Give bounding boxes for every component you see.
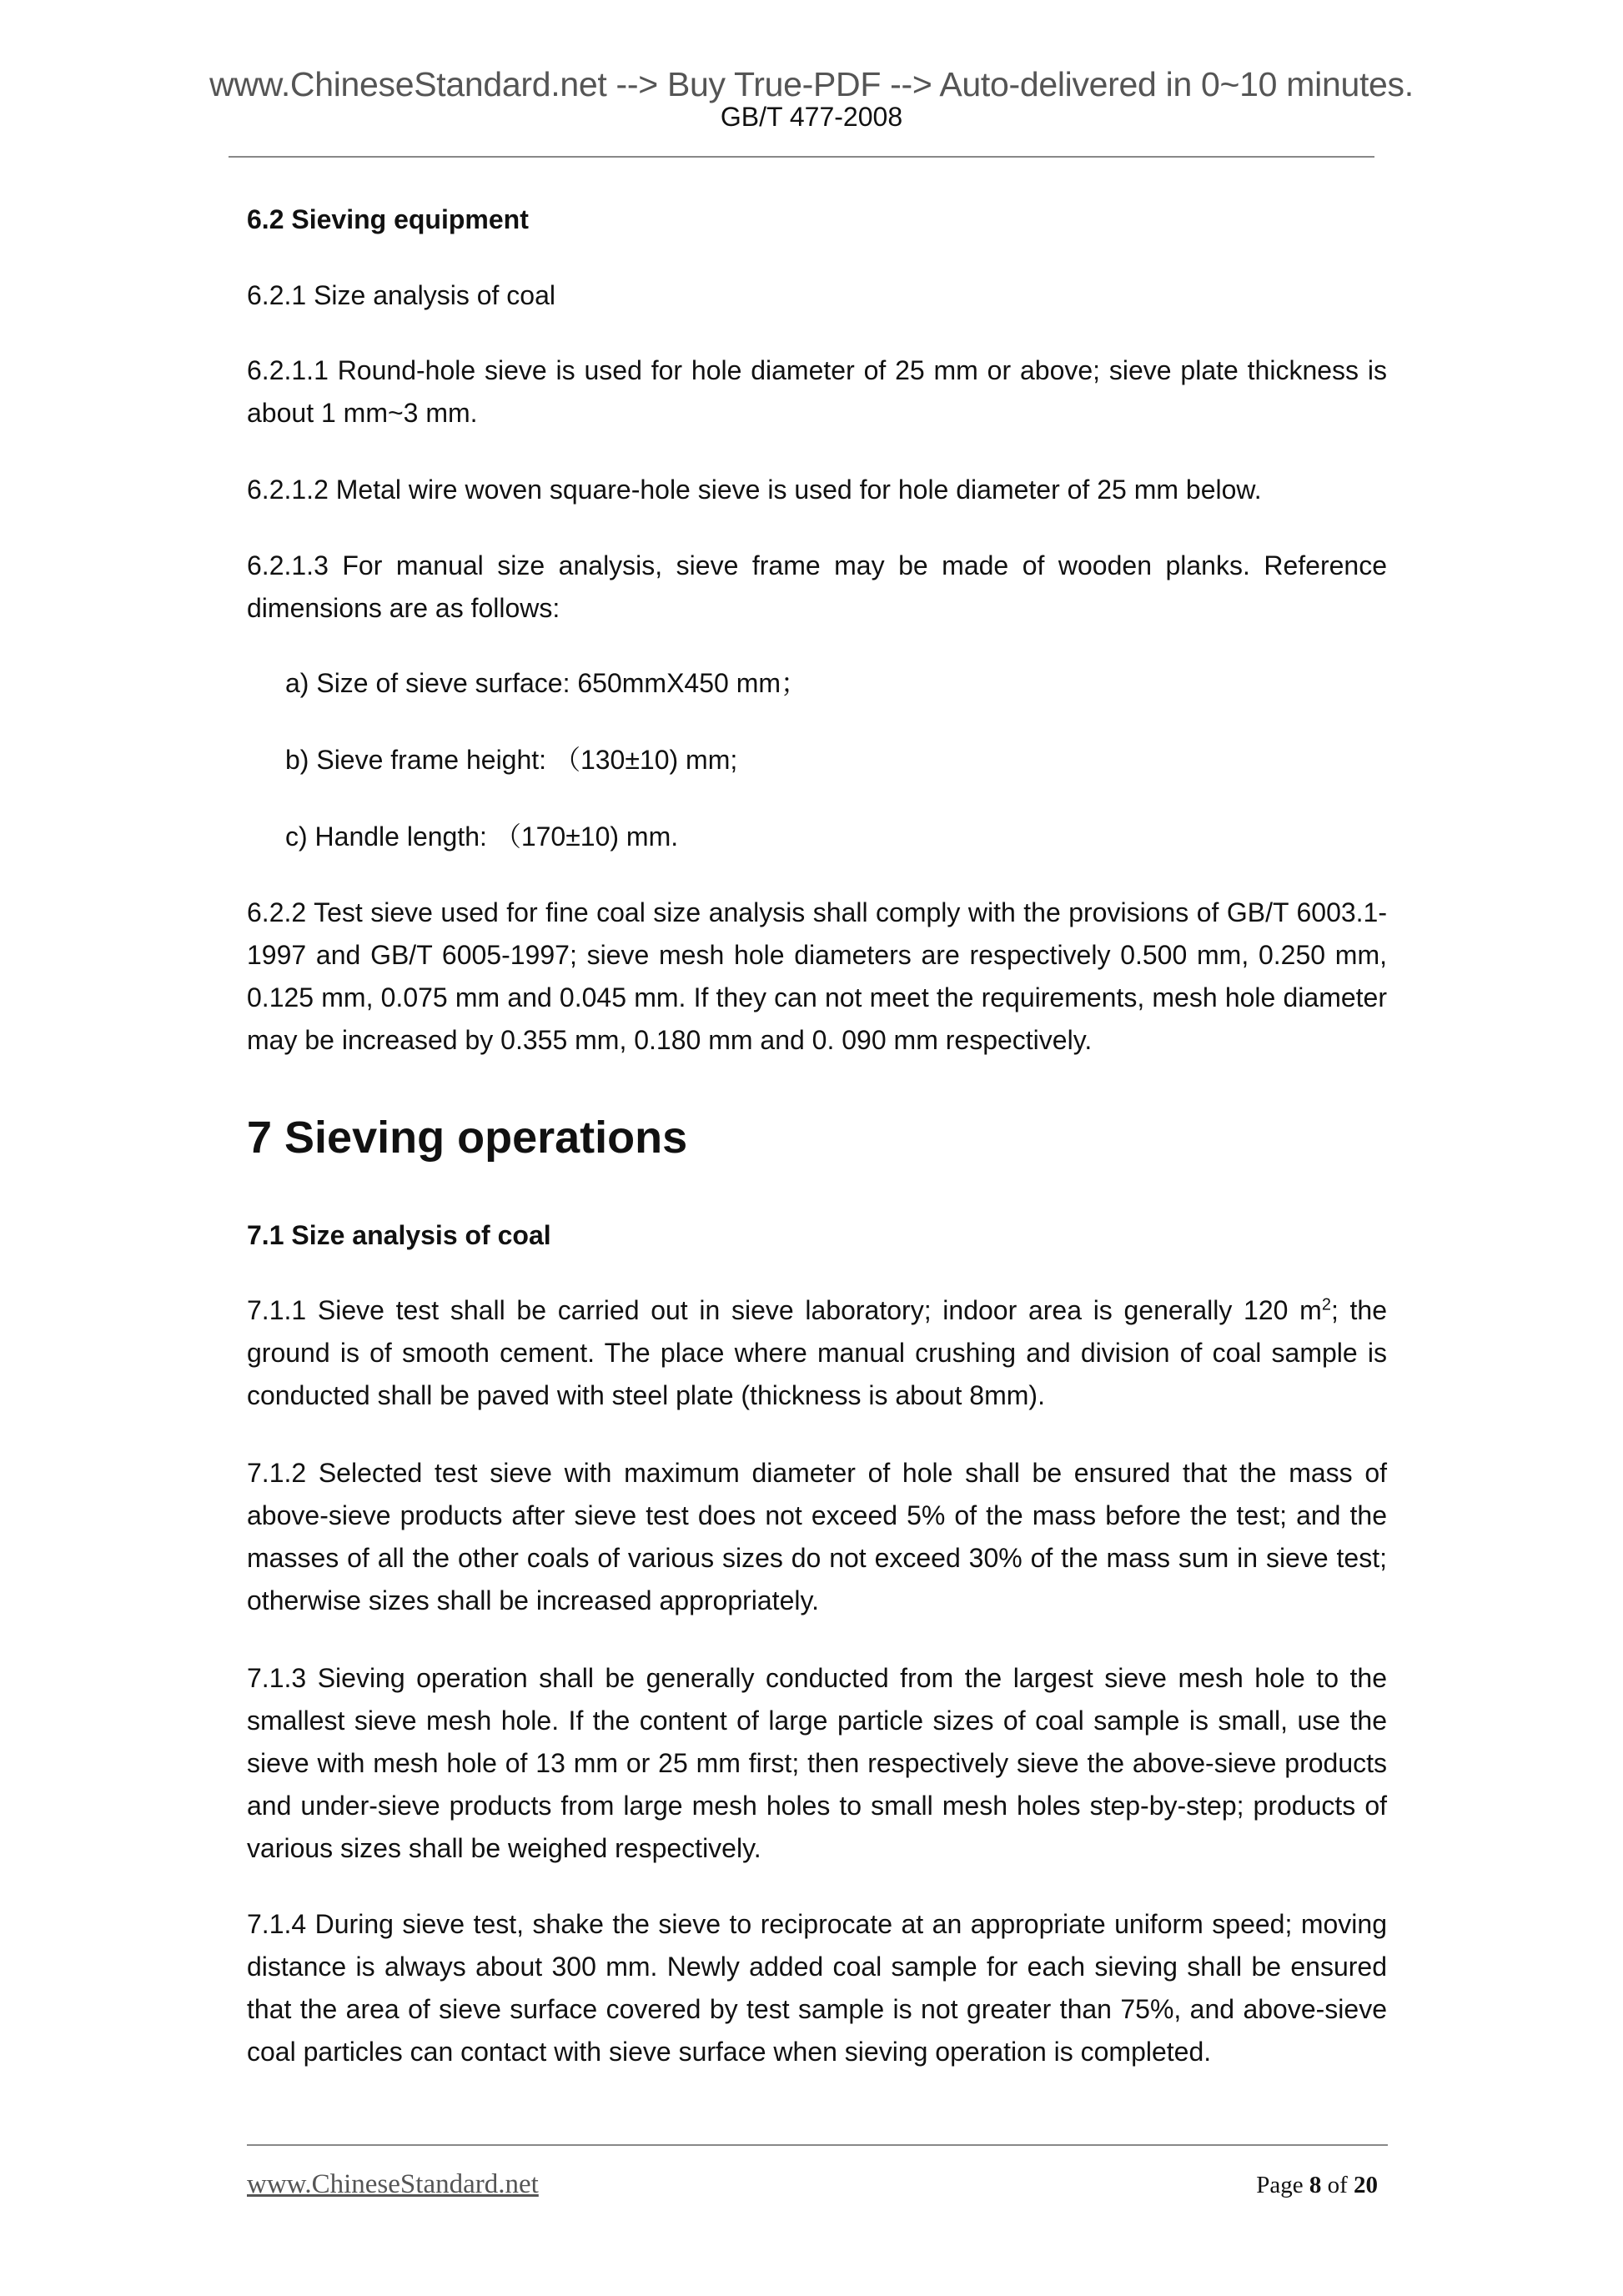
list-item-a: a) Size of sieve surface: 650mmX450 mm； <box>285 668 808 698</box>
paragraph-6-2-1: 6.2.1 Size analysis of coal <box>247 280 555 310</box>
page-label: Page <box>1256 2172 1304 2198</box>
header-banner: www.ChineseStandard.net --> Buy True-PDF --> Auto-delivered in 0~10 minutes. <box>209 65 1414 103</box>
paragraph-6-2-1-2: 6.2.1.2 Metal wire woven square-hole sieve is used for hole diameter of 25 mm below. <box>247 475 1262 505</box>
paragraph-6-2-2: 6.2.2 Test sieve used for fine coal size analysis shall comply with the provisions of GB/T 6003.1-1997 and GB/T 6005-1997; sieve mesh hole diameters are respectively 0.500 mm, 0.250 mm, 0.125 mm, 0.075 mm and 0.045 mm. If they can not meet the requirements, mesh hole diameter may be increased by 0.355 mm, 0.180 mm and 0. 090 mm respectively. <box>247 897 1387 1055</box>
paragraph-7-1-1-text-cont: ; the ground is of smooth cement. The place where manual crushing and division of coal sample is conducted shall be paved with steel plate (thickness is about 8mm). <box>247 1295 1388 1410</box>
list-item-b: b) Sieve frame height: （130±10) mm; <box>285 745 738 775</box>
page-indicator <box>1256 2172 1378 2199</box>
footer-divider <box>247 2144 1388 2146</box>
paragraph-7-1-1 <box>247 1289 1387 1417</box>
page-of: of <box>1327 2172 1348 2198</box>
paragraph-6-2-1-3: 6.2.1.3 For manual size analysis, sieve frame may be made of wooden planks. Reference dimensions are as follows: <box>247 550 1387 623</box>
list-item-c: c) Handle length: （170±10) mm. <box>285 821 679 852</box>
header-divider <box>229 156 1374 158</box>
page-current: 8 <box>1309 2172 1322 2198</box>
paragraph-7-1-2: 7.1.2 Selected test sieve with maximum diameter of hole shall be ensured that the mass of above-sieve products after sieve test does not exceed 5% of the mass before the test; and the masses of all the other coals of various sizes do not exceed 30% of the mass sum in sieve test; otherwise sizes shall be increased appropriately. <box>247 1458 1387 1615</box>
section-heading-7-1: 7.1 Size analysis of coal <box>247 1220 551 1250</box>
chapter-heading-7: 7 Sieving operations <box>247 1113 688 1163</box>
standard-number: GB/T 477-2008 <box>720 102 903 132</box>
paragraph-7-1-3: 7.1.3 Sieving operation shall be generally conducted from the largest sieve mesh hole to the smallest sieve mesh hole. If the content of large particle sizes of coal sample is small, use the sieve with mesh hole of 13 mm or 25 mm first; then respectively sieve the above-sieve products and under-sieve products from large mesh holes to small mesh holes step-by-step; products of various sizes shall be weighed respectively. <box>247 1663 1387 1863</box>
paragraph-7-1-1-text: 7.1.1 Sieve test shall be carried out in sieve laboratory; indoor area is generally 120 m <box>247 1295 1322 1325</box>
paragraph-6-2-1-1: 6.2.1.1 Round-hole sieve is used for hole diameter of 25 mm or above; sieve plate thickness is about 1 mm~3 mm. <box>247 355 1387 428</box>
section-heading-6-2: 6.2 Sieving equipment <box>247 204 529 234</box>
superscript: 2 <box>1321 1295 1331 1314</box>
footer-link[interactable]: www.ChineseStandard.net <box>247 2169 539 2199</box>
paragraph-7-1-4: 7.1.4 During sieve test, shake the sieve to reciprocate at an appropriate uniform speed; moving distance is always about 300 mm. Newly added coal sample for each sieving shall be ensured that the area of sieve surface covered by test sample is not greater than 75%, and above-sieve coal particles can contact with sieve surface when sieving operation is completed. <box>247 1909 1387 2067</box>
page-total: 20 <box>1354 2172 1378 2198</box>
